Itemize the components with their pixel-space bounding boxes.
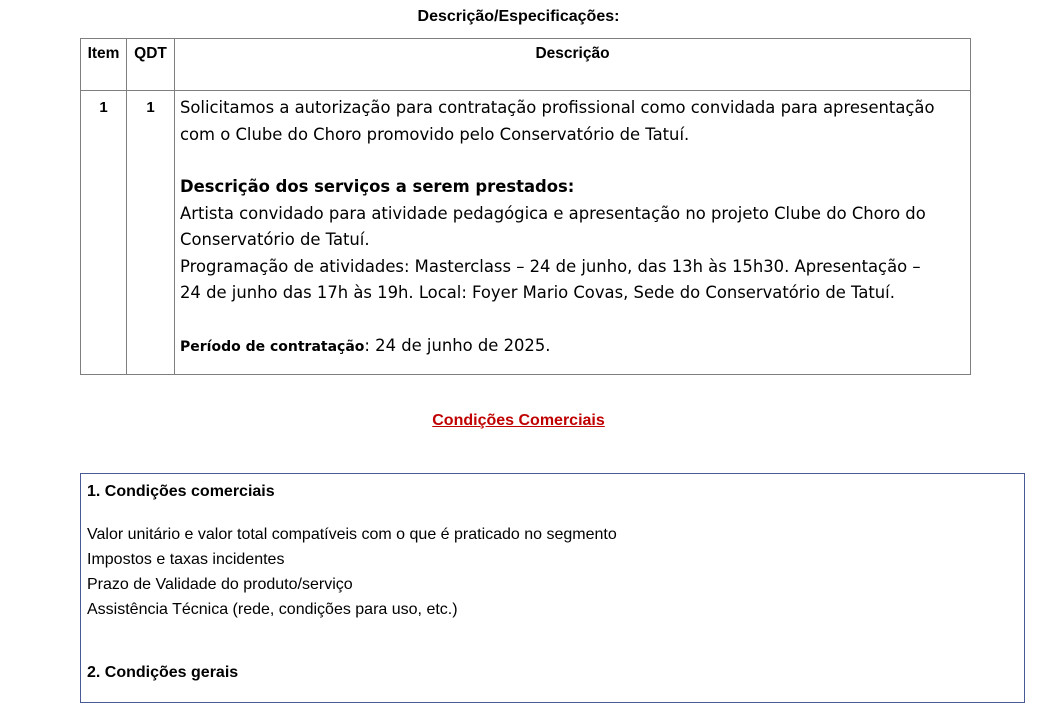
list-item: Valor unitário e valor total compatíveis com o que é praticado no segmento [87, 526, 617, 543]
spec-table [80, 38, 971, 375]
schedule-line-2: 24 de junho das 17h às 19h. Local: Foyer Mario Covas, Sede do Conservatório de Tatuí. [180, 283, 895, 302]
row-description [175, 91, 971, 375]
row-qdt-number: 1 [127, 91, 175, 375]
header-descricao: Descrição [175, 39, 971, 91]
period-label: Período de contratação [180, 338, 365, 355]
spec-section-title: Descrição/Especificações: [417, 8, 620, 25]
services-line-1: Artista convidado para atividade pedagógica e apresentação no projeto Clube do Choro do [180, 203, 926, 223]
conditions-heading-2: 2. Condições gerais [87, 664, 239, 681]
row-item-number: 1 [81, 91, 127, 375]
services-line-2: Conservatório de Tatuí. [180, 230, 370, 249]
services-heading: Descrição dos serviços a serem prestados: [180, 177, 575, 196]
intro-line-2: com o Clube do Choro promovido pelo Conservatório de Tatuí. [180, 124, 690, 144]
header-qdt: QDT [127, 39, 175, 91]
table-row [81, 91, 971, 375]
conditions-box [80, 473, 1025, 703]
period-value: : 24 de junho de 2025. [364, 335, 551, 355]
list-item: Prazo de Validade do produto/serviço [87, 576, 353, 593]
conditions-section-title: Condições Comerciais [432, 412, 605, 429]
conditions-list [87, 522, 1018, 622]
conditions-heading-1: 1. Condições comerciais [87, 483, 275, 500]
header-item: Item [81, 39, 127, 91]
list-item: Assistência Técnica (rede, condições para uso, etc.) [87, 601, 458, 618]
intro-line-1: Solicitamos a autorização para contratação profissional como convidada para apresentação [180, 98, 935, 117]
table-header-row [81, 39, 971, 91]
schedule-line-1: Programação de atividades: Masterclass – 24 de junho, das 13h às 15h30. Apresentação – [180, 256, 921, 276]
list-item: Impostos e taxas incidentes [87, 551, 285, 568]
